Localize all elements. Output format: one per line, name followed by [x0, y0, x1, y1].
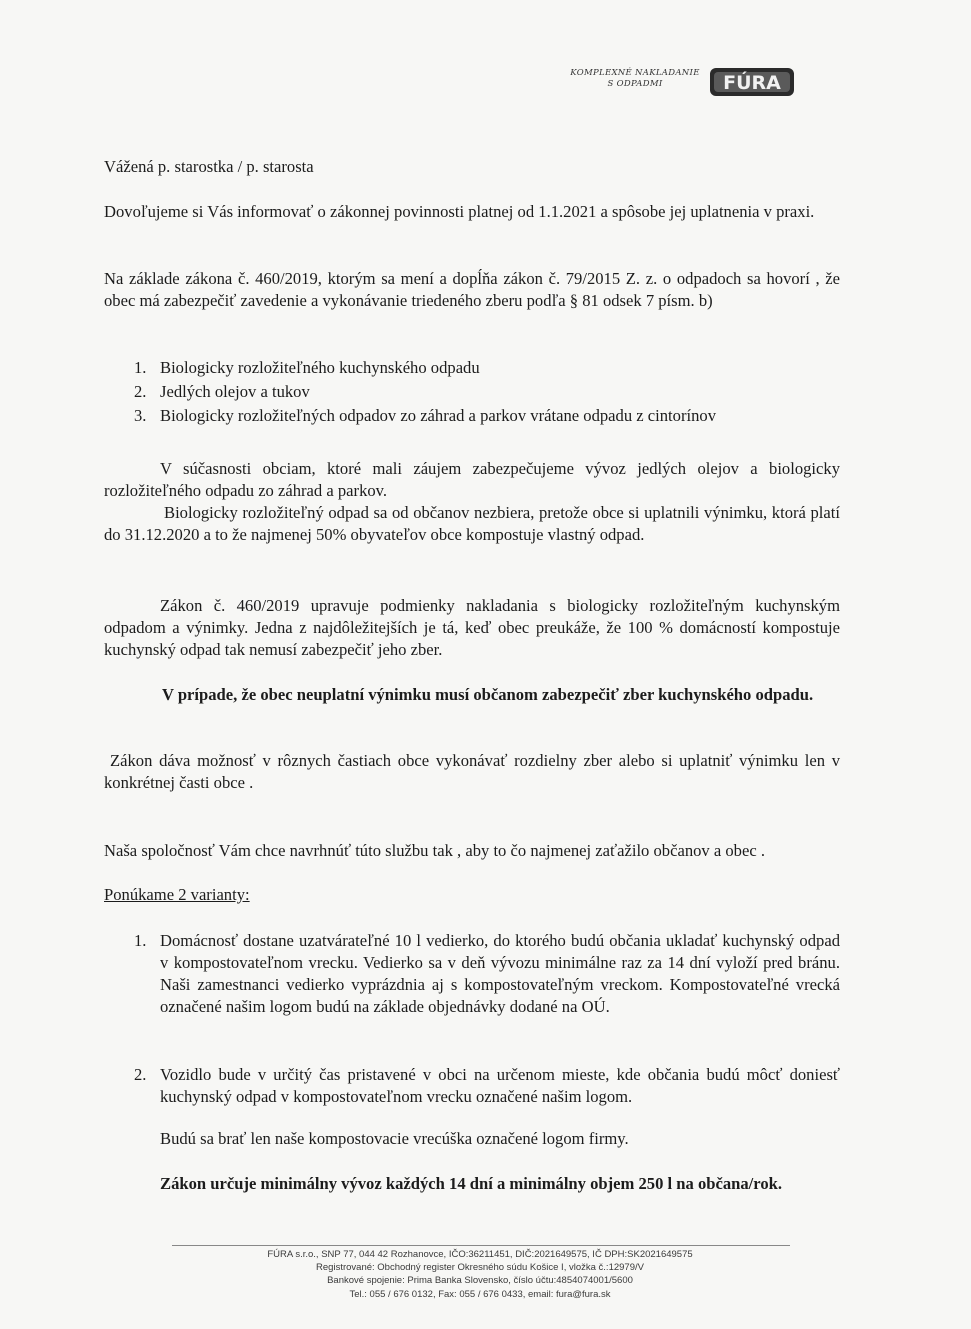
offer-heading: Ponúkame 2 varianty: [104, 885, 250, 904]
law-exception-paragraph: Zákon č. 460/2019 upravuje podmienky nakladania s biologicky rozložiteľným kuchynským odpadom a výnimky. Jedna z najdôležitejších je tá, keď obec preukáže, že 100 % domácností kompostuje kuchynský odpad tak nemusí zabezpečiť jeho zber. [104, 596, 840, 659]
logo-tagline-line-2: S ODPADMI [607, 79, 663, 89]
partial-collection-paragraph: Zákon dáva možnosť v rôznych častiach obce vykonávať rozdielny zber alebo si uplatniť výnimku len v konkrétnej časti obce . [104, 751, 840, 792]
fura-logo-icon [710, 64, 794, 100]
law-item-number: 2. [134, 382, 147, 401]
current-state-paragraph: V súčasnosti obciam, ktoré mali záujem zabezpečujeme vývoz jedlých olejov a biologicky rozložiteľného odpadu zo záhrad a parkov. [104, 459, 840, 500]
law-item: Biologicky rozložiteľných odpadov zo záhrad a parkov vrátane odpadu z cintorínov [160, 406, 716, 425]
footer-line: FÚRA s.r.o., SNP 77, 044 42 Rozhanovce, IČO:36211451, DIČ:2021649575, IČ DPH:SK2021649575 [267, 1249, 693, 1260]
bags-note: Budú sa brať len naše kompostovacie vrecúška označené logom firmy. [160, 1129, 629, 1148]
law-item-number: 1. [134, 358, 147, 377]
logo-tagline-line-1: KOMPLEXNÉ NAKLADANIE [570, 68, 700, 78]
variant-number: 1. [134, 931, 147, 950]
bold-notice: V prípade, že obec neuplatní výnimku musí občanom zabezpečiť zber kuchynského odpadu. [162, 685, 814, 704]
svg-text:FÚRA: FÚRA [723, 72, 781, 94]
footer-line: Bankové spojenie: Prima Banka Slovensko, číslo účtu:4854074001/5600 [327, 1275, 633, 1287]
company-footer [180, 1248, 780, 1301]
logo-tagline [560, 68, 710, 90]
intro-paragraph: Dovoľujeme si Vás informovať o zákonnej povinnosti platnej od 1.1.2021 a spôsobe jej uplatnenia v praxi. [104, 202, 815, 221]
company-logo [560, 64, 795, 104]
law-item: Biologicky rozložiteľného kuchynského odpadu [160, 358, 480, 377]
law-item-number: 3. [134, 406, 147, 425]
footer-divider [172, 1245, 790, 1246]
exemption-paragraph: Biologicky rozložiteľný odpad sa od občanov nezbiera, pretože obce si uplatnili výnimku, ktorá platí do 31.12.2020 a to že najmenej 50% obyvateľov obce kompostuje vlastný odpad. [104, 503, 840, 544]
offer-intro: Naša spoločnosť Vám chce navrhnúť túto službu tak , aby to čo najmenej zaťažilo občanov a obec . [104, 841, 765, 860]
minimum-note: Zákon určuje minimálny vývoz každých 14 dní a minimálny objem 250 l na občana/rok. [160, 1174, 783, 1193]
salutation: Vážená p. starostka / p. starosta [104, 157, 314, 176]
footer-line: Tel.: 055 / 676 0132, Fax: 055 / 676 0433, email: fura@fura.sk [349, 1288, 611, 1300]
law-item: Jedlých olejov a tukov [160, 382, 310, 401]
law-paragraph: Na základe zákona č. 460/2019, ktorým sa mení a dopĺňa zákon č. 79/2015 Z. z. o odpadoch sa hovorí , že obec má zabezpečiť zavedenie a vykonávanie triedeného zberu podľa § 81 odsek 7 písm. b) [104, 269, 840, 310]
variant-item: Vozidlo bude v určitý čas pristavené v obci na určenom mieste, kde občania budú môcť doniesť kuchynský odpad v kompostovateľnom vrecku označené našim logom. [160, 1065, 840, 1106]
variant-item: Domácnosť dostane uzatvárateľné 10 l vedierko, do ktorého budú občania ukladať kuchynský odpad v kompostovateľnom vrecku. Vedierko sa v deň vývozu minimálne raz za 14 dní vyloží pred bránu. Naši zamestnanci vedierko vyprázdnia aj s kompostovateľným vreckom. Kompostovateľné vrecká označené našim logom budú na základe objednávky dodané na OÚ. [160, 931, 840, 1016]
footer-line: Registrované: Obchodný register Okresného súdu Košice I, vložka č.:12979/V [316, 1262, 644, 1274]
variant-number: 2. [134, 1065, 147, 1084]
